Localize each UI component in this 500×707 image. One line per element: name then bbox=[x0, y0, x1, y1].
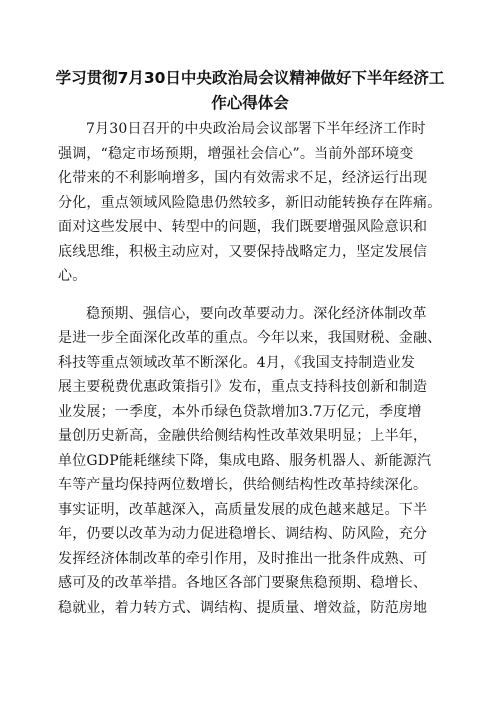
paragraph-gap bbox=[58, 289, 442, 302]
text-line: 底线思维，积极主动应对，又要保持战略定力，坚定发展信 bbox=[58, 243, 428, 260]
paragraph-1 bbox=[58, 117, 442, 289]
text-line: 是进一步全面深化改革的重点。今年以来，我国财税、金融、 bbox=[58, 330, 442, 346]
text-line: 分化，重点领域风险隐患仍然较多，新旧动能转换存在阵痛。 bbox=[58, 194, 442, 211]
text-line: 面对这些发展中、转型中的问题，我们既要增强风险意识和 bbox=[58, 219, 428, 235]
text-line: 稳预期、强信心，要向改革要动力。深化经济体制改革 bbox=[86, 305, 427, 322]
document-title bbox=[40, 66, 460, 116]
text-line: 稳就业，着力转方式、调结构、提质量、增效益，防范房地 bbox=[58, 599, 428, 616]
document-body bbox=[58, 117, 442, 620]
text-line: 心。 bbox=[58, 268, 87, 284]
text-line: 车等产量均保持两位数增长，供给侧结构性改革持续深化。 bbox=[58, 477, 428, 493]
text-line: 年，仍要以改革为动力促进稳增长、调结构、防风险，充分 bbox=[58, 526, 428, 542]
text-line: 展主要税费优惠政策指引》发布，重点支持科技创新和制造 bbox=[58, 379, 428, 395]
text-line: 强调，“稳定市场预期，增强社会信心”。当前外部环境变 bbox=[58, 145, 414, 162]
text-line: 7月30日召开的中央政治局会议部署下半年经济工作时 bbox=[86, 121, 426, 137]
title-line: 作心得体会 bbox=[211, 94, 289, 112]
title-line: 学习贯彻7月30日中央政治局会议精神做好下半年经济工 bbox=[55, 69, 445, 87]
text-line: 量创历史新高，金融供给侧结构性改革效果明显；上半年， bbox=[58, 428, 428, 444]
text-line: 科技等重点领域改革不断深化。4月，《我国支持制造业发 bbox=[58, 354, 416, 371]
paragraph-2 bbox=[58, 302, 442, 621]
text-line: 发挥经济体制改革的牵引作用，及时推出一批条件成熟、可 bbox=[58, 550, 428, 567]
text-line: 化带来的不利影响增多，国内有效需求不足，经济运行出现 bbox=[58, 170, 428, 186]
text-line: 感可及的改革举措。各地区各部门要聚焦稳预期、稳增长、 bbox=[58, 575, 428, 591]
text-line: 事实证明，改革越深入，高质量发展的成色越来越足。下半 bbox=[58, 501, 428, 518]
text-line: 单位GDP能耗继续下降，集成电路、服务机器人、新能源汽 bbox=[58, 452, 432, 469]
text-line: 业发展；一季度，本外币绿色贷款增加3.7万亿元，季度增 bbox=[58, 403, 422, 420]
